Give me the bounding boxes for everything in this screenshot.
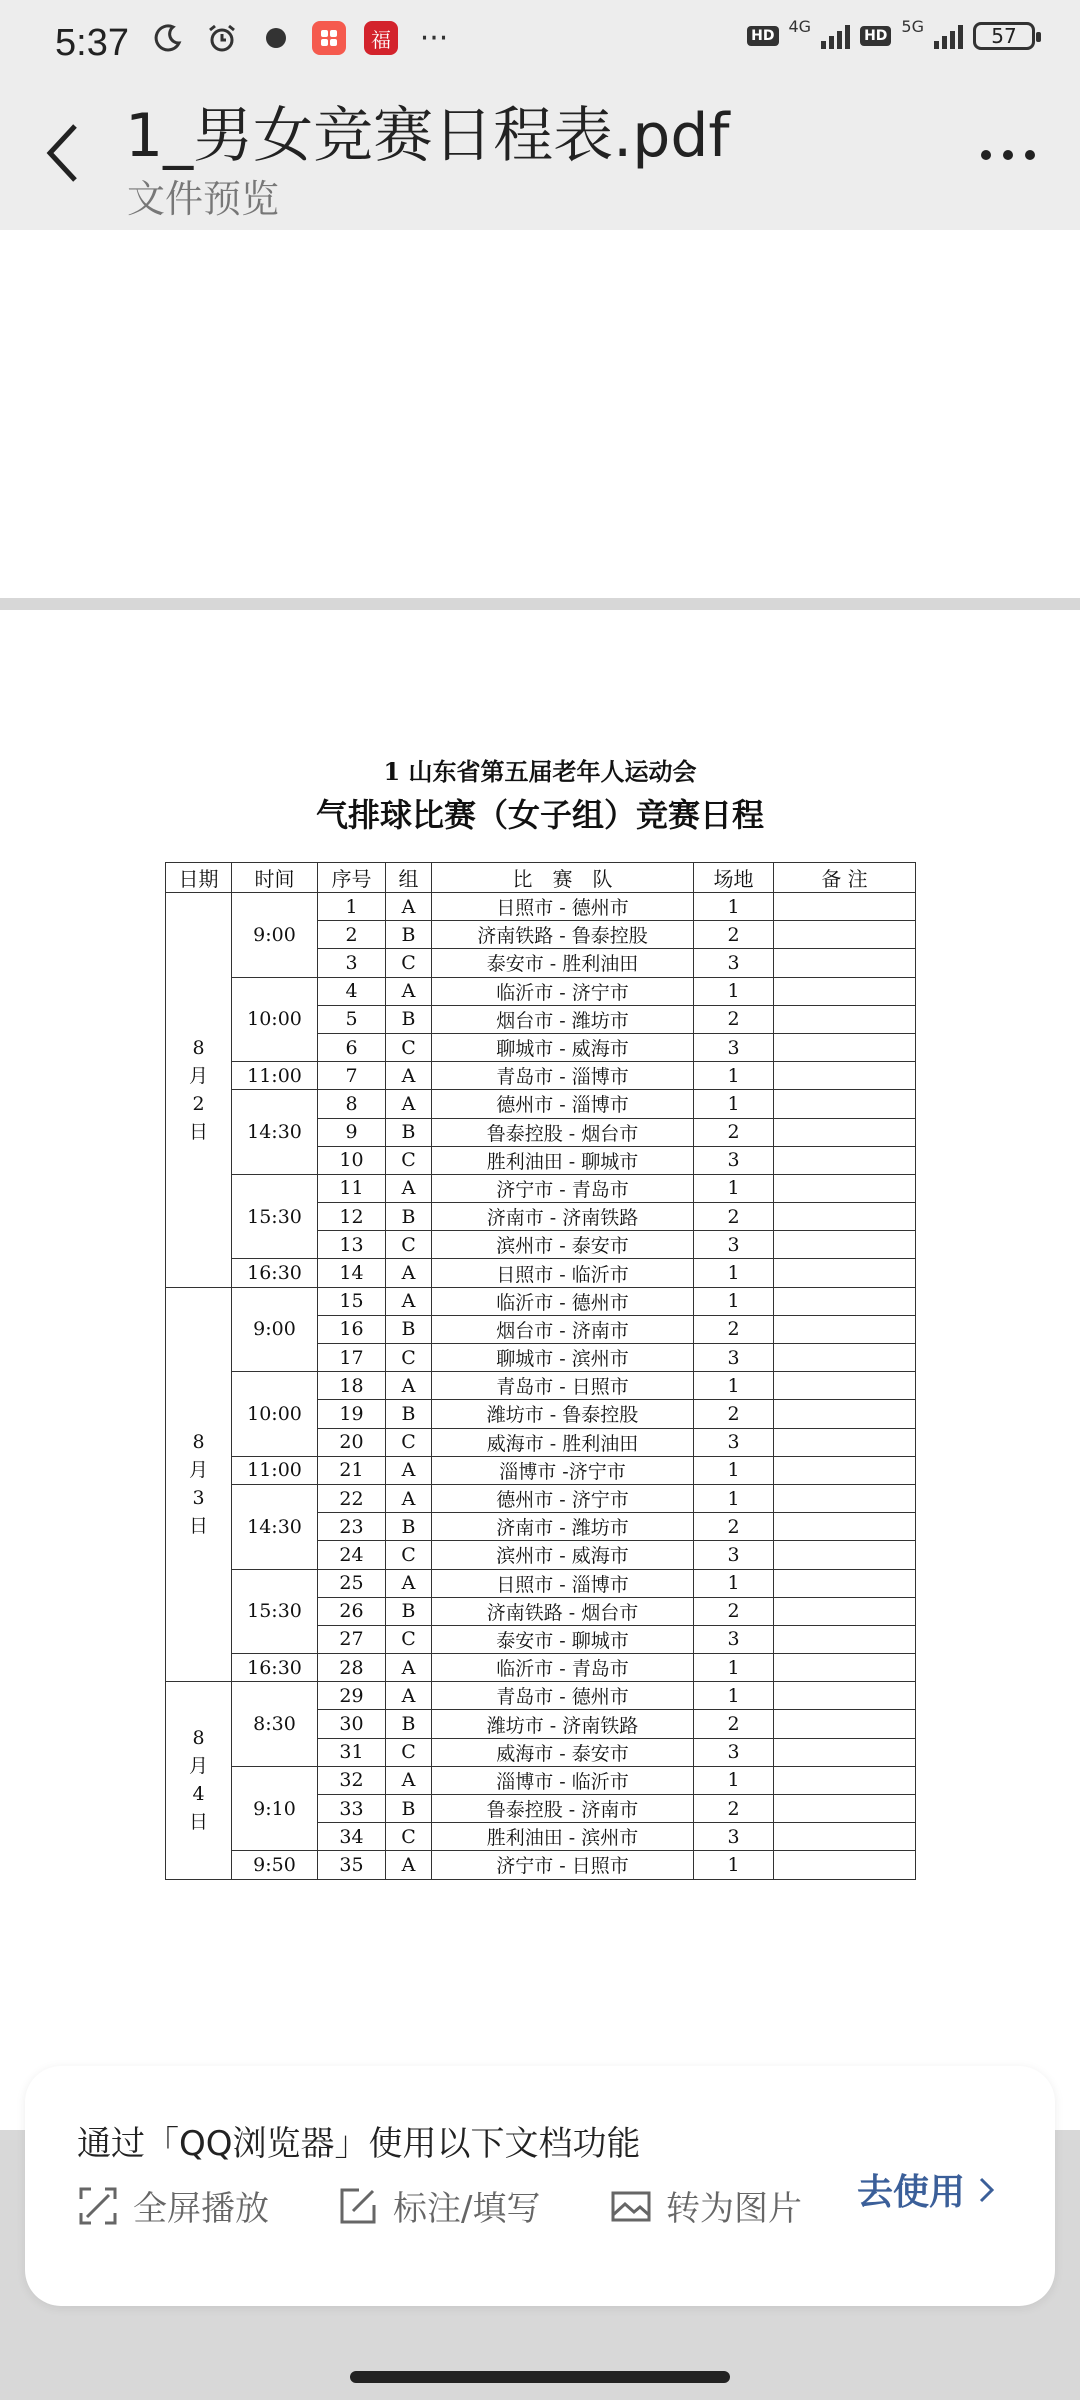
match-cell: 鲁泰控股 - 济南市: [432, 1795, 694, 1823]
group-cell: B: [386, 1710, 432, 1738]
match-cell: 临沂市 - 济宁市: [432, 977, 694, 1005]
group-cell: A: [386, 1090, 432, 1118]
battery-icon: [973, 22, 1035, 50]
remarks-cell: [774, 1400, 916, 1428]
number-cell: 12: [318, 1203, 386, 1231]
remarks-cell: [774, 1344, 916, 1372]
venue-cell: 3: [694, 1625, 774, 1653]
match-cell: 胜利油田 - 滨州市: [432, 1823, 694, 1851]
table-row: [166, 1456, 916, 1484]
venue-cell: 3: [694, 1738, 774, 1766]
document-title-line1: 1 山东省第五届老年人运动会: [383, 757, 697, 786]
venue-cell: 2: [694, 1513, 774, 1541]
number-cell: 2: [318, 921, 386, 949]
number-cell: 25: [318, 1569, 386, 1597]
venue-cell: 2: [694, 1203, 774, 1231]
venue-cell: 1: [694, 1654, 774, 1682]
match-cell: 济南市 - 潍坊市: [432, 1513, 694, 1541]
number-cell: 16: [318, 1315, 386, 1343]
group-cell: C: [386, 1344, 432, 1372]
header-group: 组: [386, 863, 432, 893]
table-row: [166, 1484, 916, 1512]
group-cell: C: [386, 1823, 432, 1851]
time-cell: 9:00: [232, 1287, 318, 1372]
go-use-button[interactable]: [857, 2164, 999, 2215]
venue-cell: 2: [694, 1400, 774, 1428]
remarks-cell: [774, 1541, 916, 1569]
number-cell: 21: [318, 1456, 386, 1484]
remarks-cell: [774, 1090, 916, 1118]
venue-cell: 2: [694, 1795, 774, 1823]
time-cell: 11:00: [232, 1456, 318, 1484]
table-row: [166, 1090, 916, 1118]
group-cell: A: [386, 1287, 432, 1315]
group-cell: B: [386, 921, 432, 949]
status-icons-left: [150, 20, 452, 56]
schedule-table: [165, 862, 916, 1880]
table-row: [166, 1287, 916, 1315]
match-cell: 泰安市 - 胜利油田: [432, 949, 694, 977]
signal-icon-1: [821, 23, 850, 49]
remarks-cell: [774, 1231, 916, 1259]
edit-icon: [337, 2185, 379, 2227]
date-cell: 8 月 4 日: [166, 1682, 232, 1879]
remarks-cell: [774, 1315, 916, 1343]
match-cell: 济宁市 - 日照市: [432, 1851, 694, 1879]
table-row: [166, 1766, 916, 1794]
time-cell: 9:00: [232, 893, 318, 978]
home-indicator[interactable]: [350, 2371, 730, 2383]
chevron-right-icon: [973, 2174, 999, 2206]
table-row: [166, 1372, 916, 1400]
venue-cell: 2: [694, 1005, 774, 1033]
time-cell: 10:00: [232, 977, 318, 1062]
group-cell: B: [386, 1795, 432, 1823]
number-cell: 23: [318, 1513, 386, 1541]
promo-card: [25, 2066, 1055, 2306]
table-row: [166, 1259, 916, 1287]
group-cell: A: [386, 1484, 432, 1512]
match-cell: 聊城市 - 滨州市: [432, 1344, 694, 1372]
table-row: [166, 893, 916, 921]
signal-icon-2: [934, 23, 963, 49]
remarks-cell: [774, 1823, 916, 1851]
number-cell: 15: [318, 1287, 386, 1315]
number-cell: 6: [318, 1033, 386, 1061]
group-cell: C: [386, 1541, 432, 1569]
number-cell: 22: [318, 1484, 386, 1512]
time-cell: 10:00: [232, 1372, 318, 1457]
number-cell: 31: [318, 1738, 386, 1766]
group-cell: C: [386, 1231, 432, 1259]
remarks-cell: [774, 921, 916, 949]
venue-cell: 1: [694, 1851, 774, 1879]
venue-cell: 3: [694, 1146, 774, 1174]
remarks-cell: [774, 1569, 916, 1597]
number-cell: 8: [318, 1090, 386, 1118]
venue-cell: 3: [694, 949, 774, 977]
group-cell: A: [386, 893, 432, 921]
group-cell: B: [386, 1597, 432, 1625]
header-number: 序号: [318, 863, 386, 893]
match-cell: 青岛市 - 日照市: [432, 1372, 694, 1400]
group-cell: C: [386, 1738, 432, 1766]
number-cell: 20: [318, 1428, 386, 1456]
group-cell: C: [386, 1033, 432, 1061]
table-row: [166, 977, 916, 1005]
remarks-cell: [774, 1062, 916, 1090]
header-date: 日期: [166, 863, 232, 893]
promo-prompt: 通过「QQ浏览器」使用以下文档功能: [77, 2124, 641, 2164]
time-cell: 9:10: [232, 1766, 318, 1851]
annotate-label: 标注/填写: [393, 2189, 541, 2229]
header-time: 时间: [232, 863, 318, 893]
number-cell: 10: [318, 1146, 386, 1174]
venue-cell: 2: [694, 1710, 774, 1738]
match-cell: 烟台市 - 潍坊市: [432, 1005, 694, 1033]
match-cell: 济南铁路 - 烟台市: [432, 1597, 694, 1625]
remarks-cell: [774, 1766, 916, 1794]
circle-app-icon: [258, 20, 294, 56]
annotate-feature-button[interactable]: [337, 2181, 540, 2230]
venue-cell: 3: [694, 1428, 774, 1456]
time-cell: 15:30: [232, 1174, 318, 1259]
time-cell: 14:30: [232, 1090, 318, 1175]
match-cell: 滨州市 - 威海市: [432, 1541, 694, 1569]
table-row: [166, 1062, 916, 1090]
number-cell: 35: [318, 1851, 386, 1879]
battery-level: 57: [991, 24, 1017, 48]
remarks-cell: [774, 1513, 916, 1541]
document-title-line2: 气排球比赛（女子组）竞赛日程: [315, 796, 764, 834]
alarm-icon: [204, 20, 240, 56]
match-cell: 日照市 - 临沂市: [432, 1259, 694, 1287]
venue-cell: 1: [694, 1287, 774, 1315]
app-notification-icon: [312, 21, 346, 55]
match-cell: 淄博市 - 临沂市: [432, 1766, 694, 1794]
number-cell: 5: [318, 1005, 386, 1033]
match-cell: 威海市 - 泰安市: [432, 1738, 694, 1766]
venue-cell: 1: [694, 1569, 774, 1597]
venue-cell: 1: [694, 977, 774, 1005]
number-cell: 24: [318, 1541, 386, 1569]
fullscreen-label: 全屏播放: [133, 2189, 269, 2229]
number-cell: 28: [318, 1654, 386, 1682]
remarks-cell: [774, 1372, 916, 1400]
header-match: 比 赛 队: [432, 863, 694, 893]
date-cell: 8 月 2 日: [166, 893, 232, 1288]
table-row: [166, 1569, 916, 1597]
remarks-cell: [774, 1174, 916, 1202]
more-notifications-icon: ···: [419, 20, 449, 56]
fullscreen-feature-button[interactable]: [77, 2181, 269, 2230]
match-cell: 青岛市 - 德州市: [432, 1682, 694, 1710]
number-cell: 17: [318, 1344, 386, 1372]
match-cell: 日照市 - 淄博市: [432, 1569, 694, 1597]
time-cell: 11:00: [232, 1062, 318, 1090]
group-cell: C: [386, 949, 432, 977]
remarks-cell: [774, 1259, 916, 1287]
header-remarks: 备 注: [774, 863, 916, 893]
dot-icon: [1025, 150, 1035, 160]
group-cell: A: [386, 977, 432, 1005]
remarks-cell: [774, 1118, 916, 1146]
remarks-cell: [774, 1484, 916, 1512]
number-cell: 3: [318, 949, 386, 977]
page-subtitle: 文件预览: [127, 177, 280, 221]
number-cell: 4: [318, 977, 386, 1005]
group-cell: B: [386, 1203, 432, 1231]
venue-cell: 3: [694, 1541, 774, 1569]
number-cell: 19: [318, 1400, 386, 1428]
match-cell: 日照市 - 德州市: [432, 893, 694, 921]
group-cell: A: [386, 1174, 432, 1202]
time-cell: 16:30: [232, 1259, 318, 1287]
group-cell: A: [386, 1259, 432, 1287]
venue-cell: 1: [694, 1259, 774, 1287]
match-cell: 胜利油田 - 聊城市: [432, 1146, 694, 1174]
venue-cell: 1: [694, 1456, 774, 1484]
table-row: [166, 1654, 916, 1682]
remarks-cell: [774, 1625, 916, 1653]
time-cell: 14:30: [232, 1484, 318, 1569]
match-cell: 鲁泰控股 - 烟台市: [432, 1118, 694, 1146]
venue-cell: 1: [694, 1766, 774, 1794]
group-cell: A: [386, 1062, 432, 1090]
match-cell: 济南市 - 济南铁路: [432, 1203, 694, 1231]
group-cell: B: [386, 1118, 432, 1146]
match-cell: 泰安市 - 聊城市: [432, 1625, 694, 1653]
header-venue: 场地: [694, 863, 774, 893]
group-cell: B: [386, 1513, 432, 1541]
number-cell: 18: [318, 1372, 386, 1400]
group-cell: B: [386, 1315, 432, 1343]
number-cell: 11: [318, 1174, 386, 1202]
venue-cell: 2: [694, 1315, 774, 1343]
match-cell: 青岛市 - 淄博市: [432, 1062, 694, 1090]
remarks-cell: [774, 1005, 916, 1033]
venue-cell: 2: [694, 1597, 774, 1625]
remarks-cell: [774, 1287, 916, 1315]
dot-icon: [1003, 150, 1013, 160]
time-cell: 16:30: [232, 1654, 318, 1682]
number-cell: 27: [318, 1625, 386, 1653]
group-cell: A: [386, 1456, 432, 1484]
date-cell: 8 月 3 日: [166, 1287, 232, 1682]
venue-cell: 1: [694, 1682, 774, 1710]
number-cell: 26: [318, 1597, 386, 1625]
group-cell: A: [386, 1654, 432, 1682]
network-type-2: 5G: [901, 16, 924, 36]
venue-cell: 1: [694, 1062, 774, 1090]
remarks-cell: [774, 1146, 916, 1174]
remarks-cell: [774, 1710, 916, 1738]
number-cell: 33: [318, 1795, 386, 1823]
remarks-cell: [774, 1428, 916, 1456]
back-button[interactable]: [40, 118, 90, 188]
go-use-label: 去使用: [857, 2172, 966, 2213]
remarks-cell: [774, 893, 916, 921]
page-separator: [0, 598, 1080, 610]
network-type-1: 4G: [788, 16, 812, 36]
number-cell: 14: [318, 1259, 386, 1287]
remarks-cell: [774, 1654, 916, 1682]
fu-app-icon: 福: [364, 21, 398, 55]
venue-cell: 1: [694, 1174, 774, 1202]
remarks-cell: [774, 1851, 916, 1879]
time-cell: 15:30: [232, 1569, 318, 1654]
venue-cell: 1: [694, 1372, 774, 1400]
remarks-cell: [774, 1738, 916, 1766]
match-cell: 济宁市 - 青岛市: [432, 1174, 694, 1202]
match-cell: 威海市 - 胜利油田: [432, 1428, 694, 1456]
table-row: [166, 1851, 916, 1879]
venue-cell: 2: [694, 1118, 774, 1146]
chevron-left-icon: [40, 118, 90, 188]
match-cell: 临沂市 - 青岛市: [432, 1654, 694, 1682]
match-cell: 潍坊市 - 济南铁路: [432, 1710, 694, 1738]
venue-cell: 2: [694, 921, 774, 949]
match-cell: 济南铁路 - 鲁泰控股: [432, 921, 694, 949]
remarks-cell: [774, 1456, 916, 1484]
group-cell: B: [386, 1005, 432, 1033]
status-bar: [0, 0, 1080, 90]
remarks-cell: [774, 1795, 916, 1823]
match-cell: 淄博市 -济宁市: [432, 1456, 694, 1484]
number-cell: 32: [318, 1766, 386, 1794]
fullscreen-icon: [77, 2185, 119, 2227]
remarks-cell: [774, 1033, 916, 1061]
group-cell: A: [386, 1569, 432, 1597]
table-row: [166, 1174, 916, 1202]
remarks-cell: [774, 949, 916, 977]
group-cell: A: [386, 1766, 432, 1794]
venue-cell: 3: [694, 1033, 774, 1061]
number-cell: 7: [318, 1062, 386, 1090]
number-cell: 29: [318, 1682, 386, 1710]
table-header-row: [166, 863, 916, 893]
to-image-label: 转为图片: [666, 2189, 802, 2229]
hd-badge-2: HD: [860, 26, 891, 46]
remarks-cell: [774, 1597, 916, 1625]
venue-cell: 1: [694, 1484, 774, 1512]
number-cell: 1: [318, 893, 386, 921]
hd-badge-1: HD: [747, 26, 778, 46]
match-cell: 烟台市 - 济南市: [432, 1315, 694, 1343]
match-cell: 滨州市 - 泰安市: [432, 1231, 694, 1259]
number-cell: 30: [318, 1710, 386, 1738]
match-cell: 德州市 - 淄博市: [432, 1090, 694, 1118]
match-cell: 德州市 - 济宁市: [432, 1484, 694, 1512]
group-cell: C: [386, 1428, 432, 1456]
number-cell: 34: [318, 1823, 386, 1851]
group-cell: A: [386, 1372, 432, 1400]
remarks-cell: [774, 1203, 916, 1231]
number-cell: 13: [318, 1231, 386, 1259]
group-cell: A: [386, 1682, 432, 1710]
status-time: 5:37: [55, 22, 129, 64]
match-cell: 临沂市 - 德州市: [432, 1287, 694, 1315]
venue-cell: 3: [694, 1823, 774, 1851]
number-cell: 9: [318, 1118, 386, 1146]
page-title: 1_男女竞赛日程表.pdf: [125, 101, 730, 171]
match-cell: 潍坊市 - 鲁泰控股: [432, 1400, 694, 1428]
to-image-feature-button[interactable]: [610, 2181, 802, 2230]
venue-cell: 3: [694, 1231, 774, 1259]
moon-icon: [150, 20, 186, 56]
status-icons-right: [747, 16, 1035, 50]
remarks-cell: [774, 1682, 916, 1710]
table-row: [166, 1682, 916, 1710]
dot-icon: [981, 150, 991, 160]
group-cell: B: [386, 1400, 432, 1428]
remarks-cell: [774, 977, 916, 1005]
image-icon: [610, 2185, 652, 2227]
time-cell: 8:30: [232, 1682, 318, 1767]
time-cell: 9:50: [232, 1851, 318, 1879]
match-cell: 聊城市 - 威海市: [432, 1033, 694, 1061]
venue-cell: 3: [694, 1344, 774, 1372]
more-options-button[interactable]: [981, 150, 1035, 160]
venue-cell: 1: [694, 1090, 774, 1118]
venue-cell: 1: [694, 893, 774, 921]
group-cell: C: [386, 1146, 432, 1174]
group-cell: C: [386, 1625, 432, 1653]
group-cell: A: [386, 1851, 432, 1879]
